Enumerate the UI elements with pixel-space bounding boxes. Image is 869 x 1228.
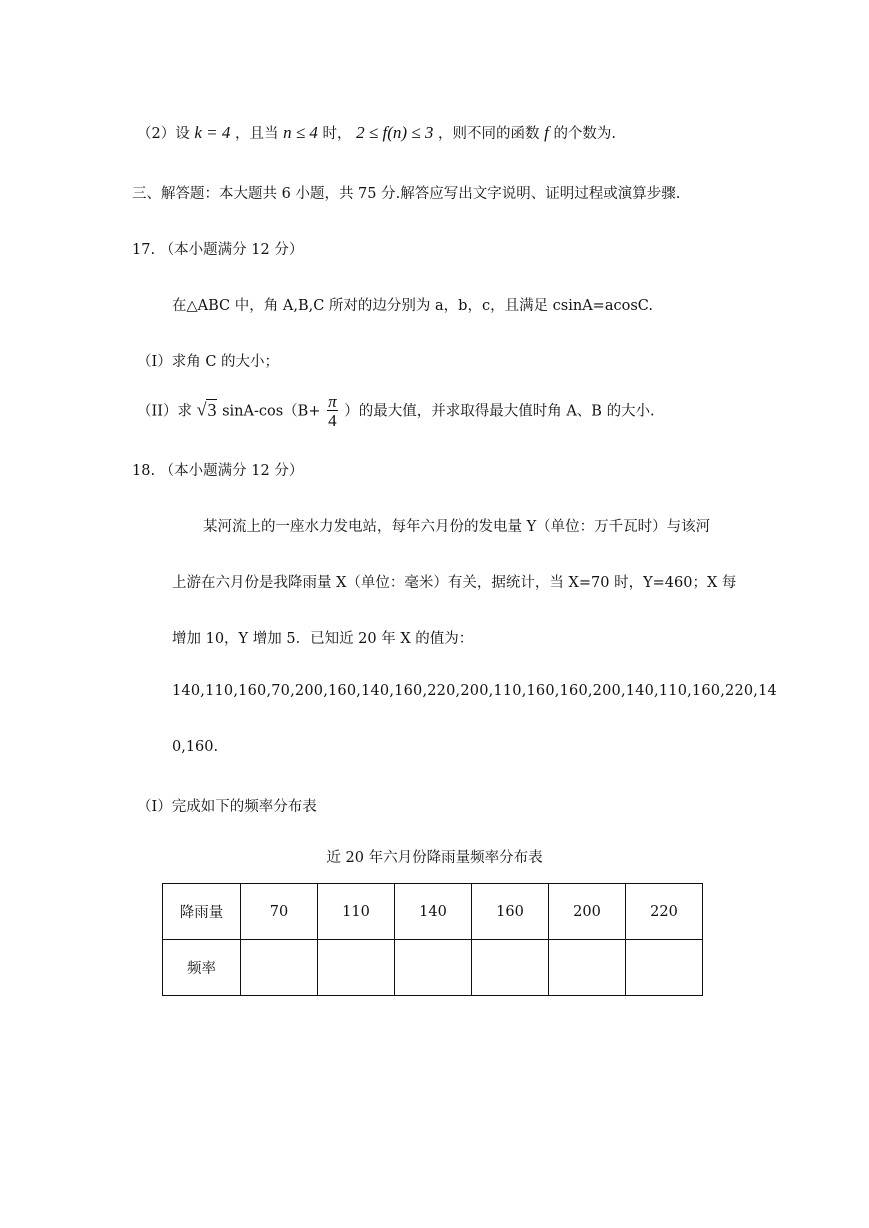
fraction-pi-over-4 xyxy=(327,393,338,430)
q16-part2-line xyxy=(137,122,616,143)
fraction-numerator: π xyxy=(328,392,337,411)
text-segment: （II）求 xyxy=(137,403,192,420)
text-segment: （2）设 xyxy=(137,126,190,142)
table-row xyxy=(163,884,703,940)
q18-line-1: 某河流上的一座水力发电站，每年六月份的发电量 Y（单位：万千瓦时）与该河 xyxy=(203,519,711,535)
table-cell: 110 xyxy=(318,884,395,940)
section-3-heading: 三、解答题：本大题共 6 小题，共 75 分.解答应写出文字说明、证明过程或演算步骤. xyxy=(132,186,681,202)
table-header-cell: 降雨量 xyxy=(163,884,241,940)
math-f-range: 2 ≤ f(n) ≤ 3 xyxy=(356,123,434,142)
q18-line-2: 上游在六月份是我降雨量 X（单位：毫米）有关，据统计，当 X=70 时，Y=460；X 每 xyxy=(172,575,737,591)
math-k-equals-4: k = 4 xyxy=(194,123,231,142)
table-cell: 70 xyxy=(241,884,318,940)
frequency-table xyxy=(162,883,703,996)
table-header-cell: 频率 xyxy=(163,940,241,996)
table-cell: 220 xyxy=(626,884,703,940)
q17-heading: 17. （本小题满分 12 分） xyxy=(132,242,304,258)
math-f-symbol: f xyxy=(544,123,549,142)
table-cell: 200 xyxy=(549,884,626,940)
text-segment: ）的最大值，并求取得最大值时角 A、B 的大小. xyxy=(344,403,655,420)
q18-part1: （Ⅰ）完成如下的频率分布表 xyxy=(137,799,317,815)
text-segment: ，且当 xyxy=(234,126,279,142)
text-segment: ，则不同的函数 xyxy=(437,126,540,142)
q17-part2 xyxy=(137,393,655,430)
q18-data-values: 140,110,160,70,200,160,140,160,220,200,110,160,160,200,140,110,160,220,14 xyxy=(172,683,777,699)
q18-heading: 18. （本小题满分 12 分） xyxy=(132,463,304,479)
q17-stem: 在△ABC 中，角 A,B,C 所对的边分别为 a，b，c，且满足 csinA=acosC. xyxy=(172,298,653,314)
table-cell-blank xyxy=(395,940,472,996)
q17-part1: （I）求角 C 的大小； xyxy=(137,354,280,370)
table-title: 近 20 年六月份降雨量频率分布表 xyxy=(326,850,543,866)
table-cell-blank xyxy=(318,940,395,996)
fraction-denominator: 4 xyxy=(328,411,337,430)
text-segment: 时， xyxy=(322,126,352,142)
text-segment: sinA-cos（B+ xyxy=(222,403,321,420)
table-cell-blank xyxy=(241,940,318,996)
q18-line-3: 增加 10，Y 增加 5．已知近 20 年 X 的值为： xyxy=(172,631,474,647)
table-row xyxy=(163,940,703,996)
table-cell-blank xyxy=(549,940,626,996)
table-cell: 160 xyxy=(472,884,549,940)
q18-data-values-cont: 0,160. xyxy=(172,739,219,755)
math-n-le-4: n ≤ 4 xyxy=(283,123,318,142)
table-cell-blank xyxy=(626,940,703,996)
table-cell: 140 xyxy=(395,884,472,940)
table-cell-blank xyxy=(472,940,549,996)
text-segment: 的个数为. xyxy=(553,126,617,142)
sqrt-expression: √3 xyxy=(196,399,217,420)
sqrt-radicand: 3 xyxy=(207,399,217,420)
